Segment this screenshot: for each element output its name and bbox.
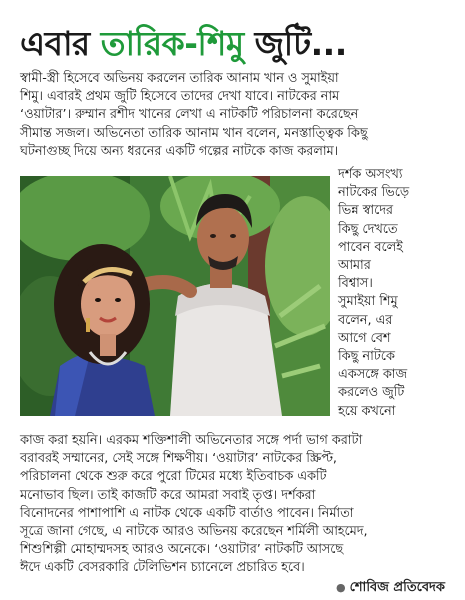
article-side-column xyxy=(338,166,450,421)
article-line: ঘটনাগুচ্ছ দিয়ে অন্য ধরনের একটি গল্পের নাটকে কাজ করলাম। xyxy=(20,143,339,159)
article-line: একসঙ্গে কাজ xyxy=(338,367,407,383)
article-line: বিনোদনের পাশাপাশি এ নাটক থেকে একটি বার্তাও পাবেন। নির্মাতা xyxy=(20,505,354,521)
article-line: ঈদে একটি বেসরকারি টেলিভিশন চ্যানেলে প্রচারিত হবে। xyxy=(20,560,305,576)
article-line: পাবেন বলেই xyxy=(338,239,403,255)
article-line: পরিচালনা থেকে শুরু করে পুরো টিমের মধ্যে ইতিবাচক একটি xyxy=(20,469,327,485)
article-line: করলেও জুটি xyxy=(338,385,405,401)
article-line: দর্শক অসংখ্য xyxy=(338,167,403,182)
article-line: বিশ্বাস। xyxy=(338,276,373,292)
headline xyxy=(20,18,347,74)
article-line: ‘ওয়াটার’। রুম্মান রশীদ খানের লেখা এ নাটকটি পরিচালনা করেছেন xyxy=(20,107,359,123)
headline-part-3: জুটি... xyxy=(243,24,347,63)
article-line: নাটকের ভিড়ে xyxy=(338,185,409,201)
article-line: স্বামী-স্ত্রী হিসেবে অভিনয় করলেন তারিক আনাম খান ও সুমাইয়া xyxy=(20,71,339,86)
bullet-icon: ● xyxy=(335,581,346,594)
article-line: মনোভাব ছিল। তাই কাজটি করে আমরা সবাই তৃপ্ত। দর্শকরা xyxy=(20,487,316,503)
article-line: ভিন্ন স্বাদের xyxy=(338,203,393,219)
article-line: কিছু নাটকে xyxy=(338,349,395,365)
byline xyxy=(336,578,445,599)
headline-names: তারিক-শিমু xyxy=(100,24,244,63)
article-intro xyxy=(20,70,445,161)
article-line: বরাবরই সম্মানের, সেই সঙ্গে শিক্ষণীয়। ‘ওয়াটার’ নাটকের স্ক্রিপ্ট, xyxy=(20,451,337,467)
article-line: শিমু। এবারই প্রথম জুটি হিসেবে তাদের দেখা যাবে। নাটকের নাম xyxy=(20,89,340,105)
article-body xyxy=(20,432,450,578)
byline-text: শোবিজ প্রতিবেদক xyxy=(349,580,445,595)
article-line: আমার xyxy=(338,258,371,274)
headline-part-1: এবার xyxy=(20,24,101,63)
article-line: হয়ে কখনো xyxy=(338,403,396,419)
article-line: সীমান্ত সজল। অভিনেতা তারিক আনাম খান বলেন, মনস্তাত্ত্বিক কিছু xyxy=(20,125,368,141)
article-line: বলেন, এর xyxy=(338,312,393,328)
article-line: শিশুশিল্পী মোহাম্মদসহ আরও অনেকে। ‘ওয়াটার’ নাটকটি আসছে xyxy=(20,542,344,558)
article-line: সূত্রে জানা গেছে, এ নাটকে আরও অভিনয় করেছেন শর্মিলী আহমেদ, xyxy=(20,524,368,540)
article-line: কাজ করা হয়নি। এরকম শক্তিশালী অভিনেতার সঙ্গে পর্দা ভাগ করাটা xyxy=(20,433,363,448)
article-line: সুমাইয়া শিমু xyxy=(338,294,398,310)
article-photo xyxy=(20,176,330,416)
article-line: কিছু দেখতে xyxy=(338,221,398,237)
article-line: আগে বেশ xyxy=(338,330,391,346)
